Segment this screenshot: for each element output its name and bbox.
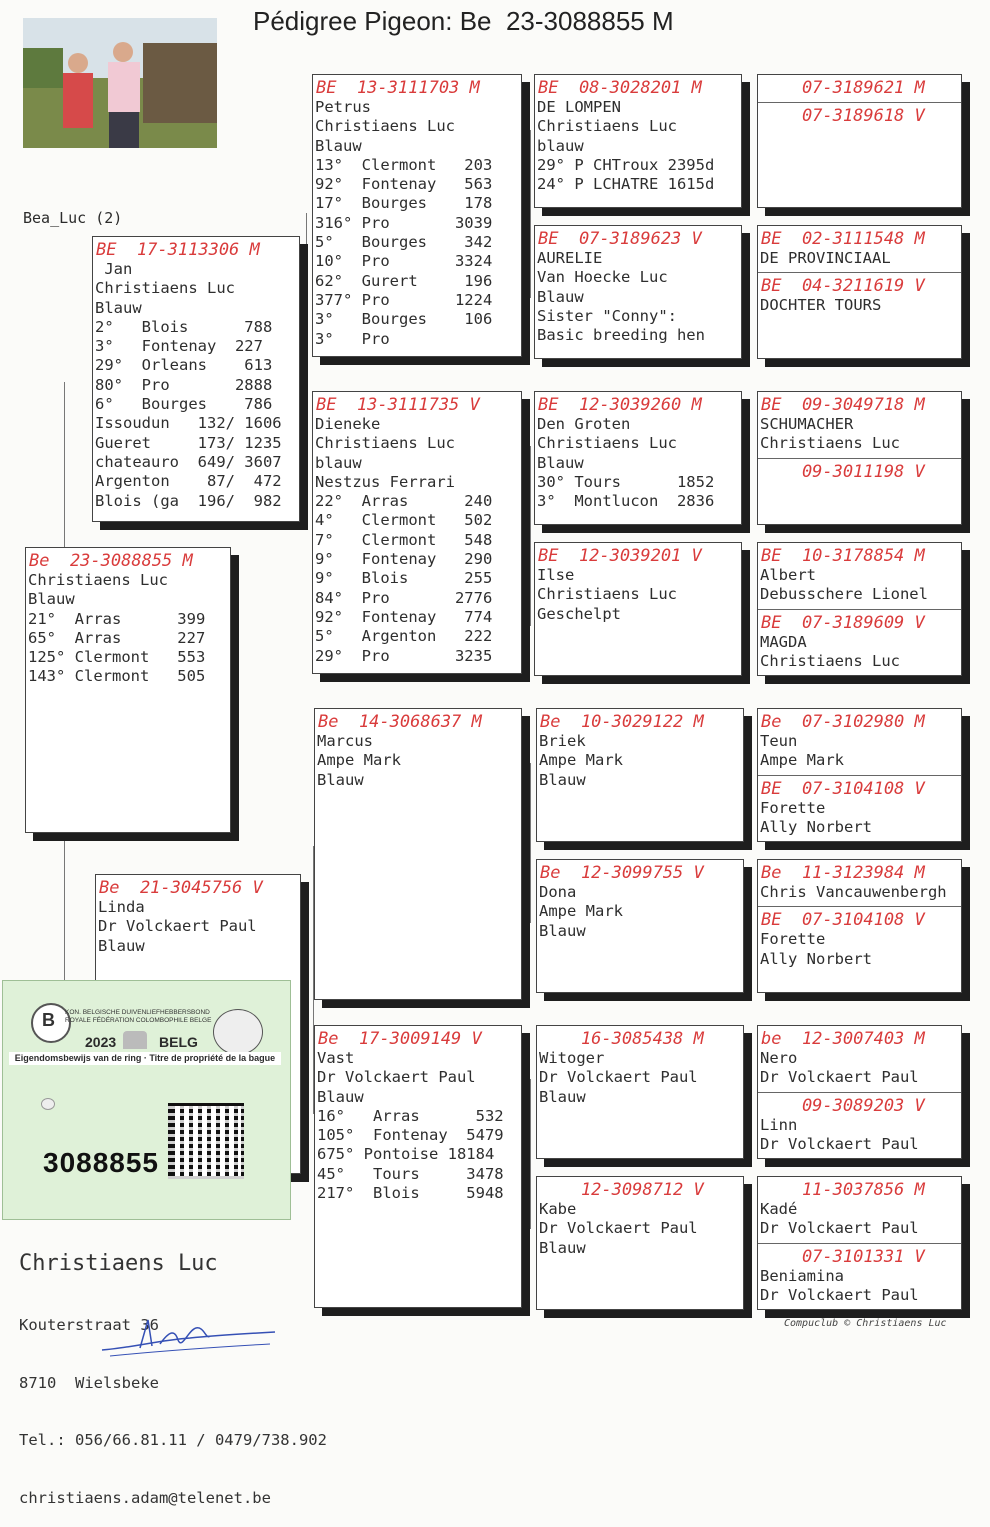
federation-logo: B: [31, 1003, 71, 1043]
gggp-box-5: Be 07-3102980 M Teun Ampe Mark BE 07-3104108 V Forette Ally Norbert: [757, 708, 962, 842]
ggp-box-4: BE 12-3039201 V Ilse Christiaens Luc Geschelpt: [534, 542, 742, 676]
punch-hole: [41, 1098, 55, 1110]
pedigree-label: Bea_Luc (2): [23, 209, 123, 227]
card-stripe-text: Eigendomsbewijs van de ring · Titre de propriété de la bague: [9, 1052, 281, 1065]
father-box: BE 17-3113306 M Jan Christiaens Luc Blauw 2° Blois 788 3° Fontenay 227 29° Orleans 613 80° Pro 2888 6° Bourges 786 Issoudun 132/ 1606 Gueret 173/ 1235 chateauro 649/ 3607 Argenton 87/ 472 Blois (ga 196/ 982: [92, 236, 300, 522]
gggp-box-2: BE 02-3111548 M DE PROVINCIAAL BE 04-3211619 V DOCHTER TOURS: [757, 225, 962, 359]
father-ring: BE 17-3113306 M: [96, 240, 260, 260]
maternal-grandfather-box: Be 14-3068637 M Marcus Ampe Mark Blauw: [314, 708, 522, 1000]
ggp-box-6: Be 12-3099755 V Dona Ampe Mark Blauw: [536, 859, 744, 993]
subject-ring: Be 23-3088855 M: [29, 551, 193, 571]
ring-ownership-card: [2, 980, 291, 1220]
paternal-grandfather-box: BE 13-3111703 M Petrus Christiaens Luc Blauw 13° Clermont 203 92° Fontenay 563 17° Bourges 178 316° Pro 3039 5° Bourges 342 10° Pro 3324 62° Gurert 196 377° Pro 1224 3° Bourges 106 3° Pro: [312, 74, 522, 357]
owner-photo: [23, 18, 217, 148]
signature: [100, 1310, 280, 1360]
maternal-grandmother-box: Be 17-3009149 V Vast Dr Volckaert Paul Blauw 16° Arras 532 105° Fontenay 5479 675° Pontoise 18184 45° Tours 3478 217° Blois 5948: [314, 1025, 522, 1308]
federation-name: KON. BELGISCHE DUIVENLIEFHEBBERSBOND ROYALE FÉDÉRATION COLOMBOPHILE BELGE: [65, 1009, 212, 1024]
paternal-grandmother-box: BE 13-3111735 V Dieneke Christiaens Luc blauw Nestzus Ferrari 22° Arras 240 4° Clermont 502 7° Clermont 548 9° Fontenay 290 9° Blois 255 84° Pro 2776 92° Fontenay 774 5° Argenton 222 29° Pro 3235: [312, 391, 522, 674]
card-year: 2023: [85, 1034, 117, 1050]
mother-ring: Be 21-3045756 V: [99, 878, 263, 898]
subject-owner: Christiaens Luc: [28, 571, 168, 589]
owner-name: Christiaens Luc: [19, 1251, 218, 1276]
page-title: Pédigree Pigeon: Be 23-3088855 M: [253, 6, 674, 36]
globe-logo-icon: [213, 1009, 263, 1055]
gggp-box-1: 07-3189621 M 07-3189618 V: [757, 74, 962, 208]
crown-icon: [123, 1031, 147, 1049]
gggp-box-6: Be 11-3123984 M Chris Vancauwenbergh BE 07-3104108 V Forette Ally Norbert: [757, 859, 962, 993]
ggp-box-3: BE 12-3039260 M Den Groten Christiaens Luc Blauw 30° Tours 1852 3° Montlucon 2836: [534, 391, 742, 525]
owner-info: Christiaens Luc Kouterstraat 36 8710 Wielsbeke Tel.: 056/66.81.11 / 0479/738.902 christiaens.adam@telenet.be: [19, 1251, 327, 1507]
ggp-box-1: BE 08-3028201 M DE LOMPEN Christiaens Luc blauw 29° P CHTroux 2395d 24° P LCHATRE 1615d: [534, 74, 742, 208]
ggp-box-7: 16-3085438 M Witoger Dr Volckaert Paul Blauw: [536, 1025, 744, 1159]
gggp-box-3: BE 09-3049718 M SCHUMACHER Christiaens Luc 09-3011198 V: [757, 391, 962, 525]
ggp-box-2: BE 07-3189623 V AURELIE Van Hoecke Luc Blauw Sister "Conny": Basic breeding hen: [534, 225, 742, 359]
ggp-box-8: 12-3098712 V Kabe Dr Volckaert Paul Blauw: [536, 1176, 744, 1310]
owner-email: christiaens.adam@telenet.be: [19, 1488, 271, 1507]
gggp-box-4: BE 10-3178854 M Albert Debusschere Lionel BE 07-3189609 V MAGDA Christiaens Luc: [757, 542, 962, 676]
ggp-box-5: Be 10-3029122 M Briek Ampe Mark Blauw: [536, 708, 744, 842]
subject-color: Blauw: [28, 590, 75, 609]
ring-number: 3088855: [43, 1147, 160, 1178]
mother-box: Be 21-3045756 V Linda Dr Volckaert Paul Blauw: [95, 874, 301, 1174]
gggp-box-8: 11-3037856 M Kadé Dr Volckaert Paul 07-3101331 V Beniamina Dr Volckaert Paul: [757, 1176, 962, 1310]
footer-credit: Compuclub © Christiaens Luc: [784, 1318, 947, 1329]
gggp-box-7: be 12-3007403 M Nero Dr Volckaert Paul 09-3089203 V Linn Dr Volckaert Paul: [757, 1025, 962, 1159]
card-country: BELG: [159, 1034, 198, 1050]
pedigree-subject-box: Be 23-3088855 M Christiaens Luc Blauw 21° Arras 399 65° Arras 227 125° Clermont 553 143° Clermont 505: [25, 547, 231, 833]
